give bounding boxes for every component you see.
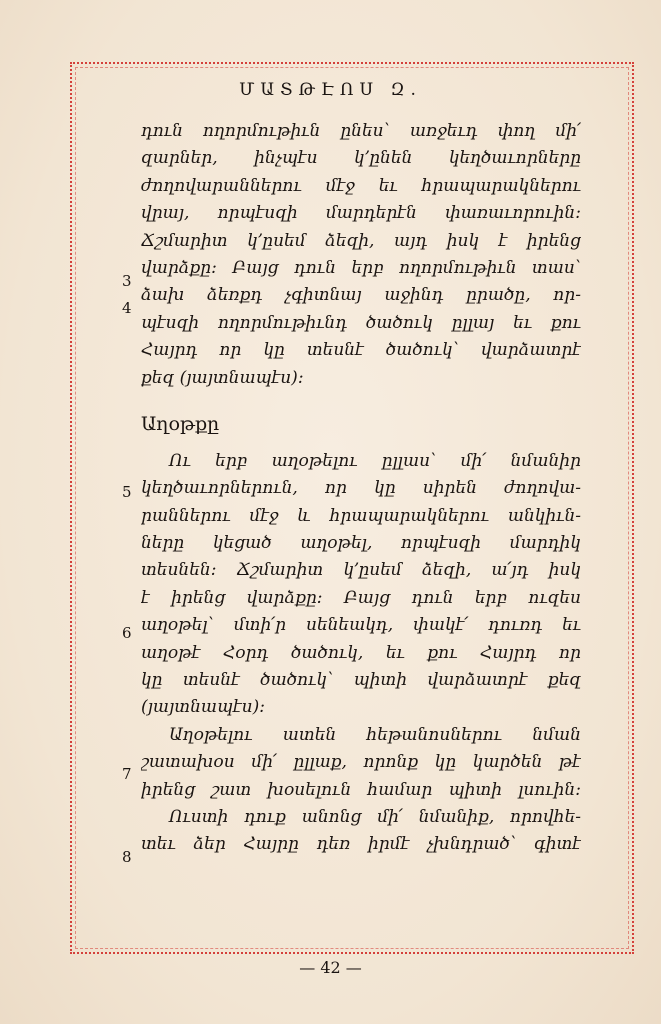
text-line: ները կեցած աղօթել, որպէսզի մարդիկ [141, 533, 581, 554]
text-line: Հայրդ որ կը տեսնէ ծածուկ՝ վարձատրէ [141, 340, 581, 361]
text-line: Աղօթելու ատեն հեթանոսներու նման [169, 724, 581, 745]
text-line: տեւ ձեր Հայրը դեռ իրմէ չխնդրած՝ գիտէ [141, 834, 581, 855]
text-line: Ուստի դուք անոնց մի՛ նմանիք, որովհե- [169, 806, 581, 827]
body-text [141, 118, 581, 859]
verse-number: 3 [122, 272, 132, 290]
text-line: տեսնեն։ Ճշմարիտ կ՚ըսեմ ձեզի, ա՛յդ իսկ [141, 560, 581, 581]
verse-number: 5 [122, 483, 132, 501]
text-line: զարներ, ինչպէս կ՚ընեն կեղծաւորները [141, 148, 581, 169]
page-header: ՄԱՏԹԷՈՍ Զ. [239, 80, 422, 100]
text-line: կը տեսնէ ծածուկ՝ պիտի վարձատրէ քեզ [141, 670, 581, 691]
text-line: աղօթել՝ մտի՛ր սենեակդ, փակէ՛ դուռդ եւ [141, 615, 581, 636]
text-line: վարձքը։ Բայց դուն երբ ողորմութիւն տաս՝ [141, 257, 581, 278]
section-heading: Աղօթքը [141, 412, 220, 435]
text-line: շատախօս մի՛ ըլլաք, որոնք կը կարծեն թէ [141, 752, 581, 773]
text-line: կեղծաւորներուն, որ կը սիրեն ժողովա- [141, 478, 581, 499]
text-line: ժողովարաններու մէջ եւ հրապարակներու [141, 175, 581, 196]
text-line: է իրենց վարձքը։ Բայց դուն երբ ուզես [141, 587, 581, 608]
verse-number: 6 [122, 624, 132, 642]
text-line: Ու երբ աղօթելու ըլլաս՝ մի՛ նմանիր [169, 450, 581, 471]
verse-number: 8 [122, 848, 132, 866]
text-line: պէսզի ողորմութիւնդ ծածուկ ըլլայ եւ քու [141, 312, 581, 333]
verse-number: 4 [122, 299, 132, 317]
text-line: աղօթէ Հօրդ ծածուկ, եւ քու Հայրդ որ [141, 642, 581, 663]
text-line: վրայ, որպէսզի մարդերէն փառաւորուին։ [141, 203, 581, 224]
text-line: րաններու մէջ և հրապարակներու անկիւն- [141, 505, 581, 526]
verse-number: 7 [122, 765, 132, 783]
page-number: — 42 — [299, 958, 362, 977]
text-line: ձախ ձեռքդ չգիտնայ աջինդ ըրածը, որ- [141, 285, 581, 306]
text-line: Ճշմարիտ կ՚ըսեմ ձեզի, այդ իսկ է իրենց [141, 230, 581, 251]
text-line: (յայտնապէս)։ [141, 697, 266, 718]
text-line: իրենց շատ խօսելուն համար պիտի լսուին։ [141, 779, 581, 800]
text-line: դուն ողորմութիւն ընես՝ առջեւդ փող մի՛ [141, 121, 581, 141]
text-line: քեզ (յայտնապէս)։ [141, 367, 304, 388]
